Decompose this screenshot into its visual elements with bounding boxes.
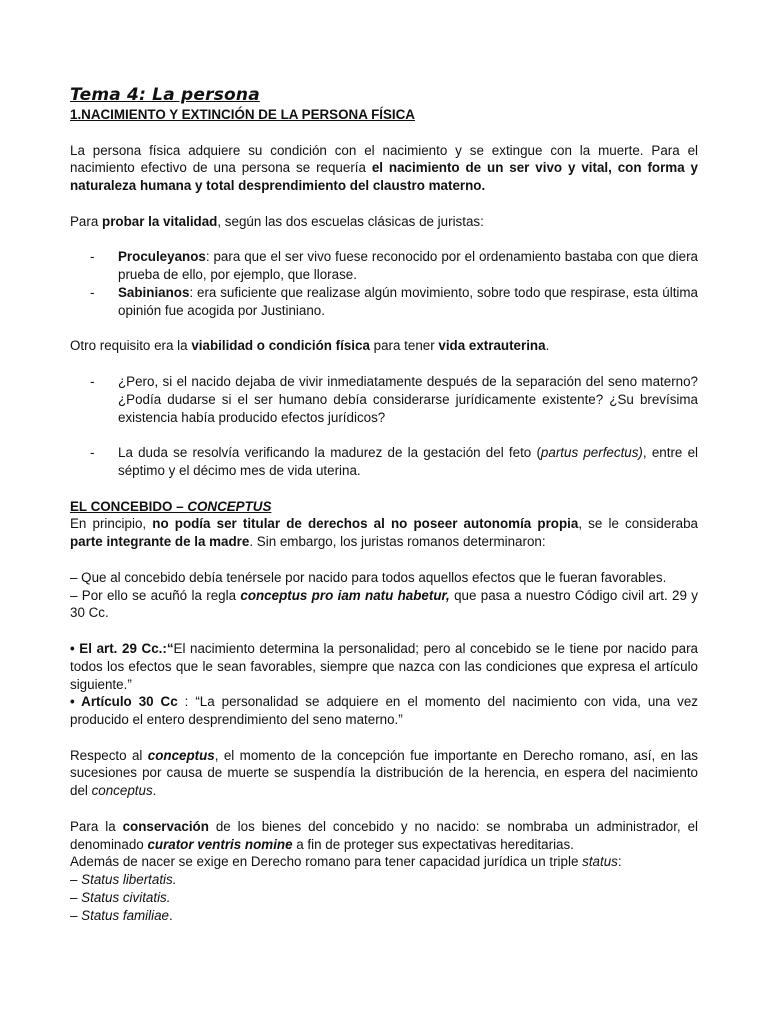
spacer [70, 551, 698, 569]
text: a fin de proteger sus expectativas hereditarias. [292, 836, 574, 852]
text: Para la [70, 818, 123, 834]
text: que pasa a nuestro Código civil art. 29 y 30 Cc. [70, 587, 698, 621]
list-dash: - [90, 373, 95, 389]
text: , el momento de la concepción fue importante en Derecho romano, así, en las sucesiones por causa de muerte se suspendía la distribución de la herencia, en espera del nacimiento del [70, 747, 698, 799]
section-heading-concebido [70, 498, 698, 516]
spacer [70, 195, 698, 213]
article-text: El nacimiento determina la personalidad; pero al concebido se le tiene por nacido para todos los efectos que le sean favorables, siempre que nazca con las condiciones que expresa el artículo siguiente.” [70, 640, 698, 692]
text: Otro requisito era la [70, 338, 192, 354]
line-regla [70, 587, 698, 623]
article-29 [70, 640, 698, 693]
article-text: : “La personalidad se adquiere en el momento del nacimiento con vida, una vez producido el entero desprendimiento del seno materno.” [70, 694, 699, 728]
text: La persona física adquiere su condición con el nacimiento y se extingue con la muerte. Para el nacimiento efectivo de una persona se requería [70, 142, 698, 176]
text: En principio, [70, 516, 153, 532]
article-30 [70, 693, 698, 729]
spacer [70, 729, 698, 747]
status-name: Status libertatis [81, 872, 173, 888]
paragraph-conceptus [70, 747, 698, 800]
bold-text: probar la vitalidad [102, 213, 218, 229]
bold-text: parte integrante de la madre [70, 534, 250, 550]
section-heading-nacimiento: 1.NACIMIENTO Y EXTINCIÓN DE LA PERSONA FÍSICA [70, 107, 415, 122]
status-name: Status civitatis [81, 890, 167, 906]
list-dash: - [90, 284, 95, 300]
text: – Por ello se acuñó la regla [70, 587, 241, 603]
paragraph-conservacion [70, 818, 698, 854]
article-label: • El art. 29 Cc.:“ [70, 640, 174, 656]
list-item-question [70, 373, 698, 426]
text: para tener [369, 338, 439, 354]
schools-list [70, 248, 698, 319]
questions-list [70, 373, 698, 426]
paragraph-viabilidad [70, 337, 698, 355]
status-end: . [172, 872, 177, 888]
paragraph-vitalidad [70, 213, 698, 231]
school-name: Sabinianos [118, 284, 190, 300]
heading-italic: CONCEPTUS [187, 498, 272, 514]
text: La duda se resolvía verificando la madurez de la gestación del feto ( [118, 445, 541, 461]
paragraph-persona-fisica [70, 142, 698, 195]
text: , entre el séptimo y el décimo mes de vida uterina. [118, 445, 699, 478]
spacer [70, 800, 698, 818]
list-dash: - [90, 445, 95, 461]
school-text: : era suficiente que realizase algún movimiento, sobre todo que respirase, esta última opinión fue acogida por Justiniano. [118, 284, 698, 318]
italic-text: status [582, 854, 618, 870]
status-end: . [166, 890, 171, 906]
spacer [70, 231, 698, 249]
spacer [70, 124, 698, 142]
line-favorables: – Que al concebido debía tenérsele por nacido para todos aquellos efectos que le fueran favorables. [70, 569, 667, 585]
spacer [70, 622, 698, 640]
list-item-sabinianos [70, 284, 698, 320]
title-text: Tema 4: La persona [70, 85, 260, 105]
italic-text: conceptus [91, 783, 153, 799]
bold-text: viabilidad o condición física [191, 338, 370, 354]
text: . [152, 783, 157, 799]
paragraph-status [70, 853, 698, 871]
text: de los bienes del concebido y no nacido: se nombraba un administrador, el denominado [70, 818, 698, 852]
bold-text: conservación [122, 818, 209, 834]
school-name: Proculeyanos [118, 249, 206, 265]
status-name: Status familiae [81, 907, 169, 923]
bold-italic-text: conceptus pro iam natu habetur, [240, 587, 450, 603]
spacer [70, 320, 698, 338]
list-item-answer [70, 444, 698, 480]
spacer [70, 355, 698, 373]
status-familiae [70, 907, 698, 925]
italic-text: partus perfectus) [540, 445, 643, 461]
spacer [70, 480, 698, 498]
page-title [70, 84, 698, 106]
list-dash: – [70, 872, 82, 888]
text: Para [70, 213, 103, 229]
bold-italic-text: conceptus [147, 747, 215, 763]
text: , según las dos escuelas clásicas de juristas: [217, 213, 484, 229]
bold-text: no podía ser titular de derechos al no poseer autonomía propia [152, 516, 579, 532]
spacer [70, 426, 698, 444]
text: . Sin embargo, los juristas romanos determinaron: [249, 534, 546, 550]
bold-italic-text: curator ventris nomine [147, 836, 293, 852]
article-label: • Artículo 30 Cc [70, 694, 178, 710]
answer-list [70, 444, 698, 480]
text: : [617, 854, 622, 870]
bold-text: vida extrauterina [438, 338, 546, 354]
status-libertatis [70, 871, 698, 889]
list-dash: – [70, 907, 82, 923]
list-dash: - [90, 249, 95, 265]
text: Además de nacer se exige en Derecho romano para tener capacidad jurídica un triple [70, 854, 583, 870]
status-end: . [169, 907, 173, 923]
text: , se le consideraba [578, 516, 698, 532]
heading-text: EL CONCEBIDO – [70, 498, 188, 514]
bold-text: el nacimiento de un ser vivo y vital, con forma y naturaleza humana y total desprendimiento del claustro materno. [70, 160, 698, 194]
school-text: : para que el ser vivo fuese reconocido por el ordenamiento bastaba con que diera prueba de ello, por ejemplo, que llorase. [118, 249, 698, 283]
list-dash: – [70, 890, 82, 906]
paragraph-principio [70, 515, 698, 551]
status-civitatis [70, 889, 698, 907]
text: . [545, 338, 550, 354]
text: Respecto al [70, 747, 148, 763]
list-item-proculeyanos [70, 248, 698, 284]
question-text: ¿Pero, si el nacido dejaba de vivir inmediatamente después de la separación del seno materno? ¿Podía dudarse si el ser humano debía considerarse jurídicamente existente? ¿Su brevísima existencia había producido efectos jurídicos? [118, 373, 698, 425]
